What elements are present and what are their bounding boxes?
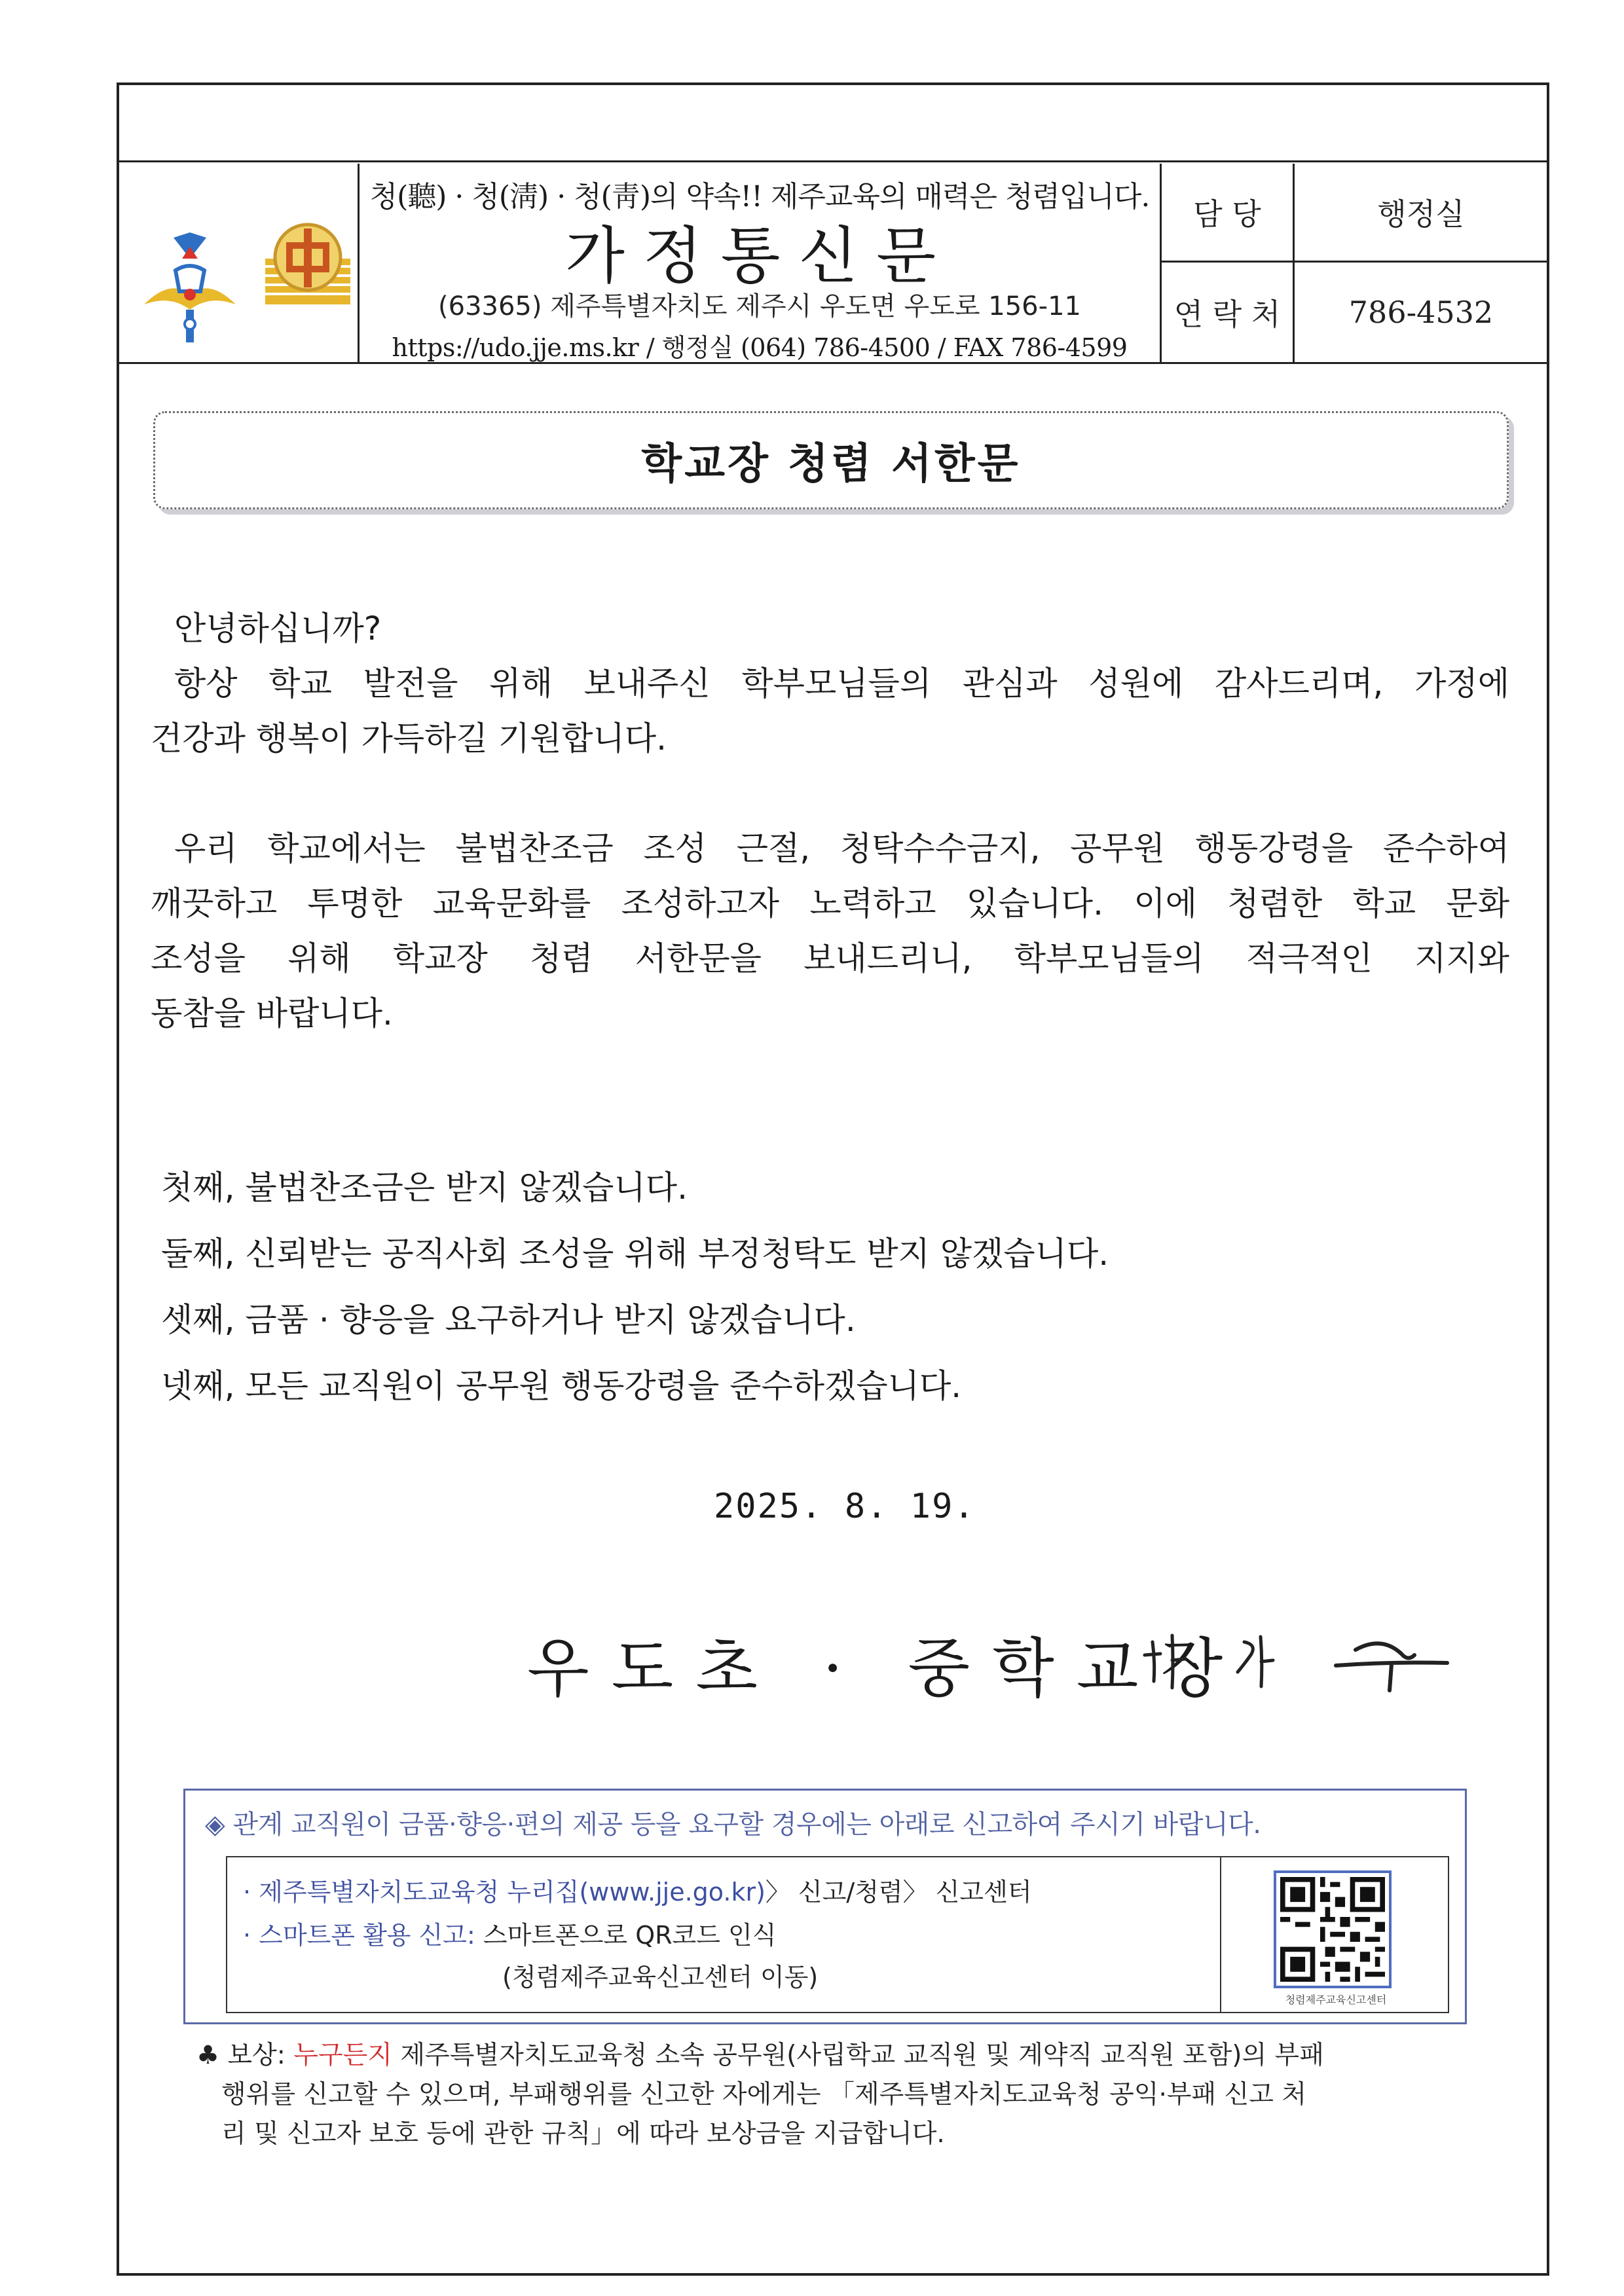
charge-label: 담 당 bbox=[1193, 196, 1261, 232]
masthead bbox=[358, 164, 1162, 363]
report-channels bbox=[226, 1856, 1221, 2013]
header-bottom-rule bbox=[117, 362, 1549, 364]
report-channel-mobile bbox=[243, 1915, 776, 1951]
middle-school-logo bbox=[262, 219, 354, 311]
signer-title: 우도초 · 중학교장 bbox=[527, 1631, 1246, 1706]
phone-label: 연 락 처 bbox=[1173, 297, 1281, 332]
school-emblem-logo bbox=[138, 232, 242, 347]
paragraph-2-line-2: 깨끗하고 투명한 교육문화를 조성하고자 노력하고 있습니다. 이에 청렴한 학교 문화 bbox=[151, 884, 1509, 922]
top-rule bbox=[117, 160, 1549, 162]
reward-line-1 bbox=[196, 2036, 1460, 2075]
pledge-item: 셋째, 금품 · 향응을 요구하거나 받지 않겠습니다. bbox=[161, 1301, 856, 1339]
pledge-item: 넷째, 모든 교직원이 공무원 행동강령을 준수하겠습니다. bbox=[161, 1367, 962, 1405]
document-title: 학교장 청렴 서한문 bbox=[641, 440, 1021, 488]
pledge-list bbox=[161, 1155, 1109, 1419]
document-title-box bbox=[153, 411, 1509, 509]
paragraph-2-line-4: 동참을 바랍니다. bbox=[151, 994, 393, 1032]
reward-text-1: 제주특별자치도교육청 소속 공무원(사립학교 교직원 및 계약직 교직원 포함)의 부패 bbox=[400, 2041, 1324, 2070]
paragraph-2-line-1: 우리 학교에서는 불법찬조금 조성 근절, 청탁수수금지, 공무원 행동강령을 준수하여 bbox=[174, 829, 1509, 867]
paragraph-1-line-2: 건강과 행복이 가득하길 기원합니다. bbox=[151, 720, 667, 757]
report-channel-note: (청렴제주교육신고센터 이동) bbox=[502, 1963, 819, 1992]
slogan: 청(聽) · 청(淸) · 청(靑)의 약속!! 제주교육의 매력은 청렴입니다. bbox=[369, 180, 1150, 213]
newsletter-title: 가정통신문 bbox=[564, 221, 955, 292]
pledge-item: 첫째, 불법찬조금은 받지 않겠습니다. bbox=[161, 1169, 688, 1207]
paragraph-2-line-3: 조성을 위해 학교장 청렴 서한문을 보내드리니, 학부모님들의 적극적인 지지와 bbox=[151, 939, 1509, 977]
reward-text-2: 행위를 신고할 수 있으며, 부패행위를 신고한 자에게는 「제주특별자치도교육청 공익·부패 신고 처 bbox=[221, 2080, 1307, 2109]
report-heading: ◈ 관계 교직원이 금품·향응·편의 제공 등을 요구할 경우에는 아래로 신고하여 주시기 바랍니다. bbox=[205, 1810, 1261, 1840]
school-address: (63365) 제주특별자치도 제주시 우도면 우도로 156-11 bbox=[438, 291, 1081, 321]
report-web-path: 〉 신고/청렴〉 신고센터 bbox=[765, 1878, 1032, 1906]
handwritten-signature bbox=[1139, 1622, 1454, 1694]
report-web-link[interactable]: · 제주특별자치도교육청 누리집(www.jje.go.kr) bbox=[243, 1878, 766, 1906]
qr-code-icon[interactable] bbox=[1274, 1870, 1392, 1988]
greeting: 안녕하십니까? bbox=[174, 610, 382, 647]
reward-label: ♣ 보상: bbox=[196, 2041, 286, 2070]
pledge-item: 둘째, 신뢰받는 공직사회 조성을 위해 부정청탁도 받지 않겠습니다. bbox=[161, 1235, 1109, 1273]
report-channel-web bbox=[243, 1872, 1032, 1908]
phone-value: 786-4532 bbox=[1348, 295, 1494, 330]
reward-notice bbox=[196, 2036, 1460, 2154]
qr-panel bbox=[1221, 1856, 1449, 2013]
reward-highlight: 누구든지 bbox=[293, 2041, 392, 2070]
letter-date: 2025. 8. 19. bbox=[714, 1487, 976, 1526]
qr-caption: 청렴제주교육신고센터 bbox=[1285, 1994, 1387, 2006]
report-mobile-label: · 스마트폰 활용 신고: bbox=[243, 1921, 475, 1950]
report-mobile-text: 스마트폰으로 QR코드 인식 bbox=[483, 1921, 777, 1950]
paragraph-1-line-1: 항상 학교 발전을 위해 보내주신 학부모님들의 관심과 성원에 감사드리며, 가정에 bbox=[174, 665, 1509, 702]
letter-body bbox=[151, 601, 1509, 1041]
charge-value: 행정실 bbox=[1377, 196, 1465, 232]
reward-text-3: 리 및 신고자 보호 등에 관한 규칙」에 따라 보상금을 지급합니다. bbox=[221, 2119, 945, 2149]
report-notice-box bbox=[183, 1789, 1467, 2024]
contact-table bbox=[1162, 164, 1549, 363]
school-contact-line: https://udo.jje.ms.kr / 행정실 (064) 786-4500 / FAX 786-4599 bbox=[392, 333, 1128, 362]
